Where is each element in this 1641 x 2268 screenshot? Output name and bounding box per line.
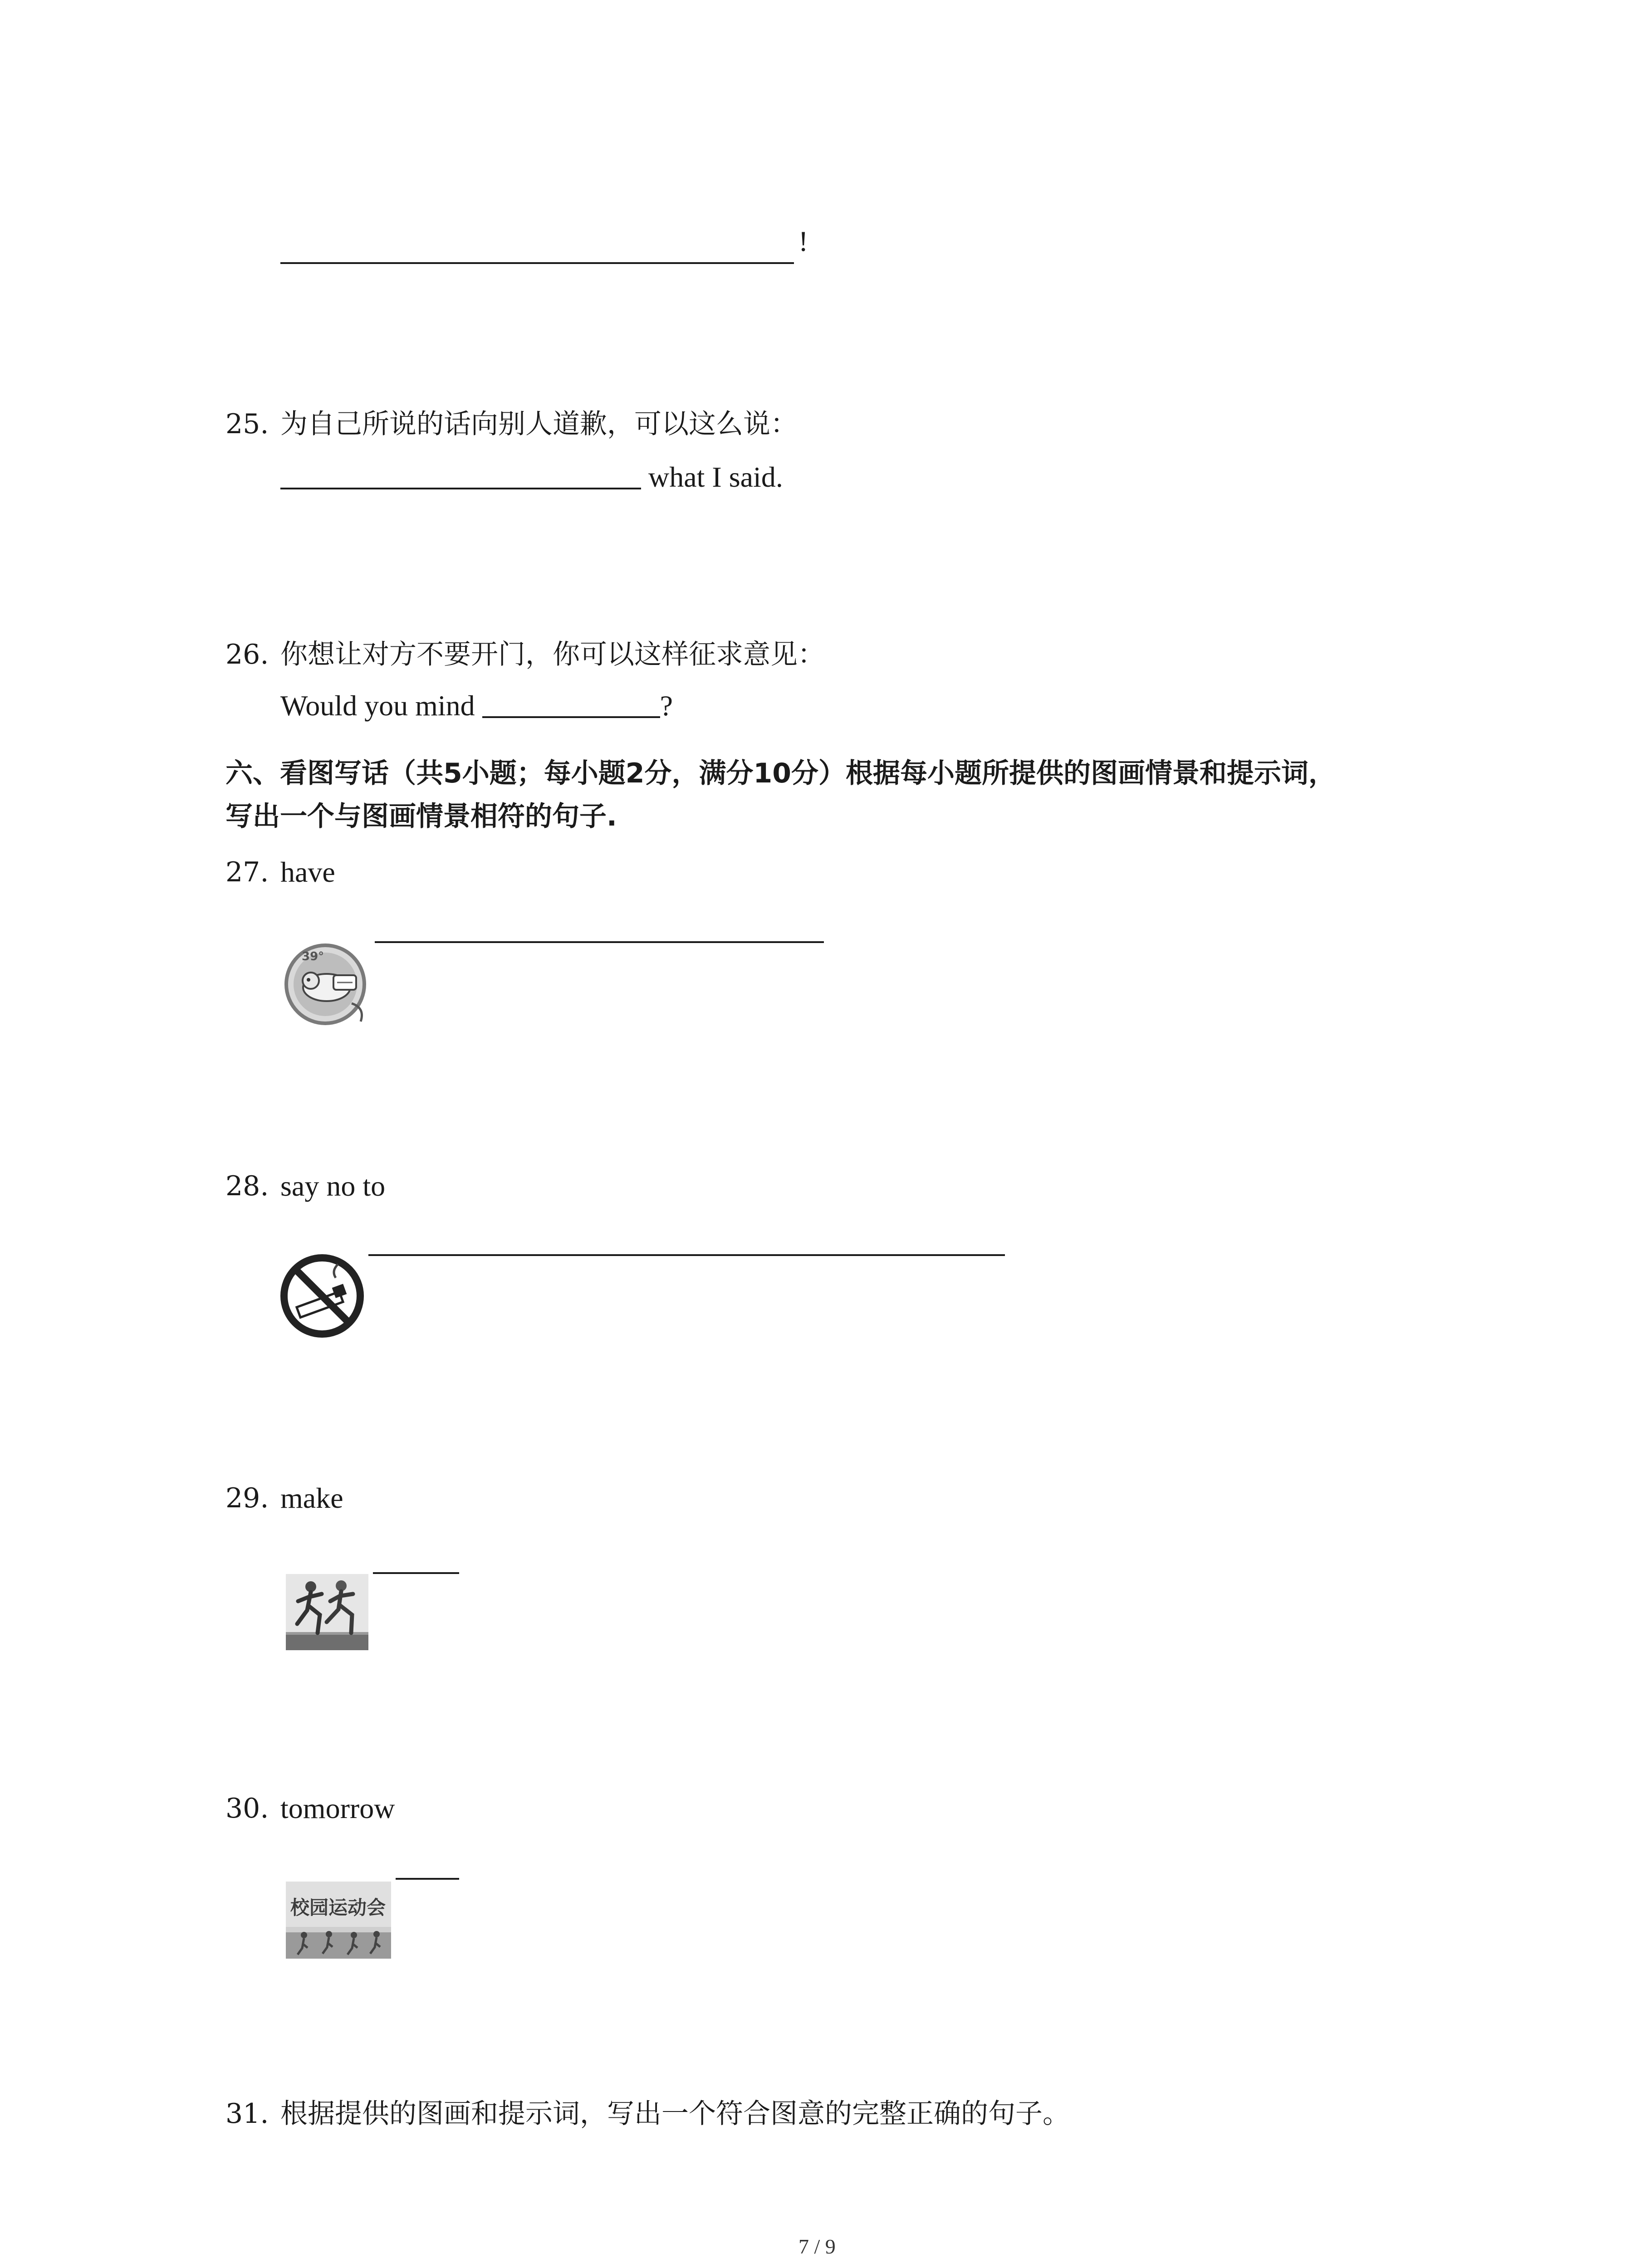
- q27-answer-line[interactable]: [375, 941, 824, 943]
- runners-photo: [286, 1574, 368, 1650]
- section6-heading-line1: 六、看图写话（共5小题；每小题2分，满分10分）根据每小题所提供的图画情景和提示词，: [225, 758, 1336, 789]
- q26-answer-prefix: Would you mind: [280, 689, 475, 722]
- banner-text: 校园运动会: [290, 1897, 386, 1919]
- ill-dog-cartoon-icon: [284, 940, 370, 1026]
- q28-number: 28.: [225, 1170, 269, 1202]
- q26-answer-row: [280, 690, 673, 722]
- q27-hint: have: [280, 856, 335, 888]
- q25-answer-suffix: what I said.: [648, 461, 783, 493]
- page-number: 7 / 9: [798, 2235, 836, 2258]
- q29-hint: make: [280, 1482, 343, 1514]
- q26-number: 26.: [225, 639, 269, 670]
- q31-prompt: 根据提供的图画和提示词，写出一个符合图意的完整正确的句子。: [280, 2098, 1070, 2130]
- q27-number: 27.: [225, 856, 269, 888]
- q28-image: [279, 1253, 365, 1339]
- q24-exclamation: !: [798, 225, 808, 257]
- q25-answer-row: [280, 461, 783, 493]
- no-smoking-icon: [279, 1253, 365, 1339]
- q30-answer-line[interactable]: [396, 1878, 459, 1880]
- q29-image: [286, 1574, 368, 1650]
- q29-number: 29.: [225, 1482, 269, 1514]
- q30-image: [286, 1882, 391, 1959]
- q30-number: 30.: [225, 1793, 269, 1824]
- q25-number: 25.: [225, 408, 269, 440]
- section6-heading-line2: 写出一个与图画情景相符的句子.: [225, 801, 617, 832]
- q26-answer-suffix: ?: [660, 689, 673, 722]
- sports-meeting-banner: [286, 1882, 391, 1959]
- q28-hint: say no to: [280, 1170, 386, 1202]
- q26-prompt: 你想让对方不要开门，你可以这样征求意见：: [280, 639, 825, 670]
- q30-hint: tomorrow: [280, 1792, 395, 1824]
- q27-image: [284, 940, 370, 1026]
- q26-answer-blank[interactable]: [482, 716, 660, 718]
- q25-prompt: 为自己所说的话向别人道歉，可以这么说：: [280, 408, 798, 440]
- q28-answer-line[interactable]: [368, 1254, 1005, 1256]
- q31-number: 31.: [225, 2098, 269, 2130]
- svg-text:39°: 39°: [302, 950, 324, 963]
- q29-answer-line[interactable]: [373, 1572, 459, 1574]
- q24-answer-line[interactable]: [280, 262, 794, 264]
- q25-answer-blank[interactable]: [280, 488, 641, 489]
